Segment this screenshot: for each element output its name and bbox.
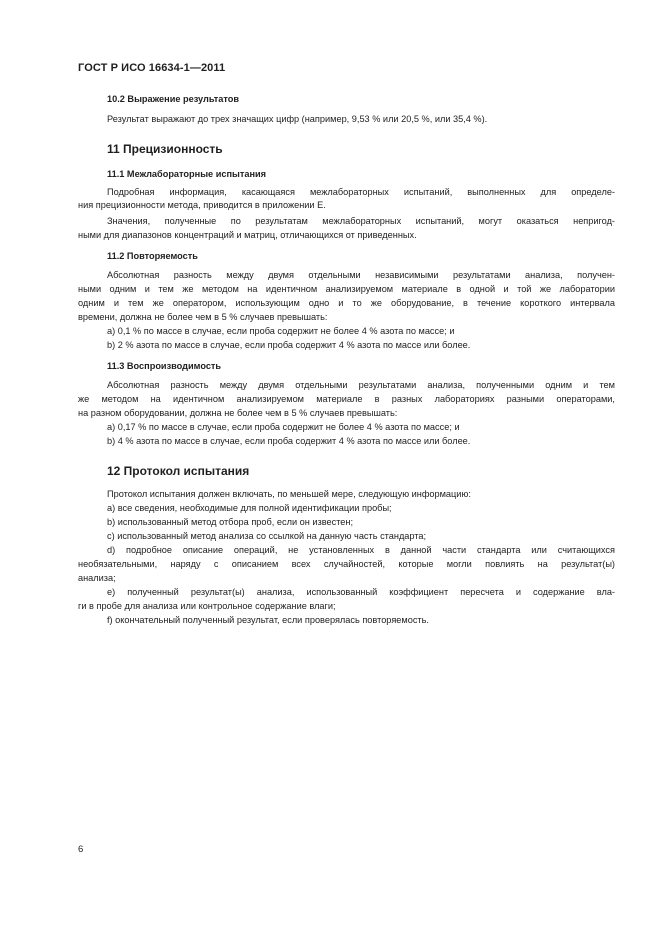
- heading-11: 11 Прецизионность: [107, 142, 223, 156]
- list-item: e) полученный результат(ы) анализа, использованный коэффициент пересчета и содержание вла-: [107, 587, 615, 597]
- list-item: a) 0,17 % по массе в случае, если проба содержит не более 4 % азота по массе; и: [107, 422, 460, 432]
- list-item: c) использованный метод анализа со ссылкой на данную часть стандарта;: [107, 531, 427, 541]
- paragraph-line: Подробная информация, касающаяся межлабораторных испытаний, выполненных для определе-: [107, 187, 615, 197]
- paragraph-line: ными для диапазонов концентраций и матриц, отличающихся от приведенных.: [78, 230, 417, 240]
- list-item: необязательными, наряду с описанием всех случайностей, которые могли повлиять на результат(ы): [78, 559, 615, 569]
- paragraph-line: же методом на идентичном анализируемом материале в разных лабораториях разными операторами,: [78, 394, 615, 404]
- list-item: ги в пробе для анализа или контрольное содержание влаги;: [78, 601, 336, 611]
- list-item: a) 0,1 % по массе в случае, если проба содержит не более 4 % азота по массе; и: [107, 326, 455, 336]
- list-item: f) окончательный полученный результат, если проверялась повторяемость.: [107, 615, 429, 625]
- paragraph-line: Абсолютная разность между двумя отдельными независимыми результатами анализа, получен-: [107, 270, 615, 280]
- heading-11-2: 11.2 Повторяемость: [107, 251, 198, 261]
- paragraph-line: Протокол испытания должен включать, по меньшей мере, следующую информацию:: [107, 489, 471, 499]
- heading-11-1: 11.1 Межлабораторные испытания: [107, 169, 267, 179]
- paragraph-line: Абсолютная разность между двумя отдельными результатами анализа, полученными одним и тем: [107, 380, 615, 390]
- heading-12: 12 Протокол испытания: [107, 464, 250, 478]
- paragraph-line: ния прецизионности метода, приводится в приложении Е.: [78, 200, 326, 210]
- list-item: b) 4 % азота по массе в случае, если проба содержит 4 % азота по массе или более.: [107, 436, 471, 446]
- paragraph-line: ными одним и тем же методом на идентичном анализируемом материале в одной и той же лаборатории: [78, 284, 615, 294]
- list-item: b) использованный метод отбора проб, если он известен;: [107, 517, 354, 527]
- paragraph-line: на разном оборудовании, должна не более чем в 5 % случаев превышать:: [78, 408, 398, 418]
- list-item: d) подробное описание операций, не установленных в данной части стандарта или считающихся: [107, 545, 615, 555]
- list-item: b) 2 % азота по массе в случае, если проба содержит 4 % азота по массе или более.: [107, 340, 471, 350]
- paragraph-line: времени, должна не более чем в 5 % случаев превышать:: [78, 312, 328, 322]
- paragraph-line: Значения, полученные по результатам межлабораторных испытаний, могут оказаться непригод-: [107, 216, 615, 226]
- document-header: ГОСТ Р ИСО 16634-1—2011: [78, 62, 226, 74]
- paragraph-line: одним и тем же оператором, использующим одно и то же оборудование, в течение короткого интервала: [78, 298, 615, 308]
- page-number: 6: [78, 844, 84, 855]
- list-item: анализа;: [78, 573, 116, 583]
- list-item: a) все сведения, необходимые для полной идентификации пробы;: [107, 503, 392, 513]
- heading-11-3: 11.3 Воспроизводимость: [107, 361, 222, 371]
- heading-10-2: 10.2 Выражение результатов: [107, 94, 239, 104]
- paragraph-line: Результат выражают до трех значащих цифр (например, 9,53 % или 20,5 %, или 35,4 %).: [107, 114, 488, 124]
